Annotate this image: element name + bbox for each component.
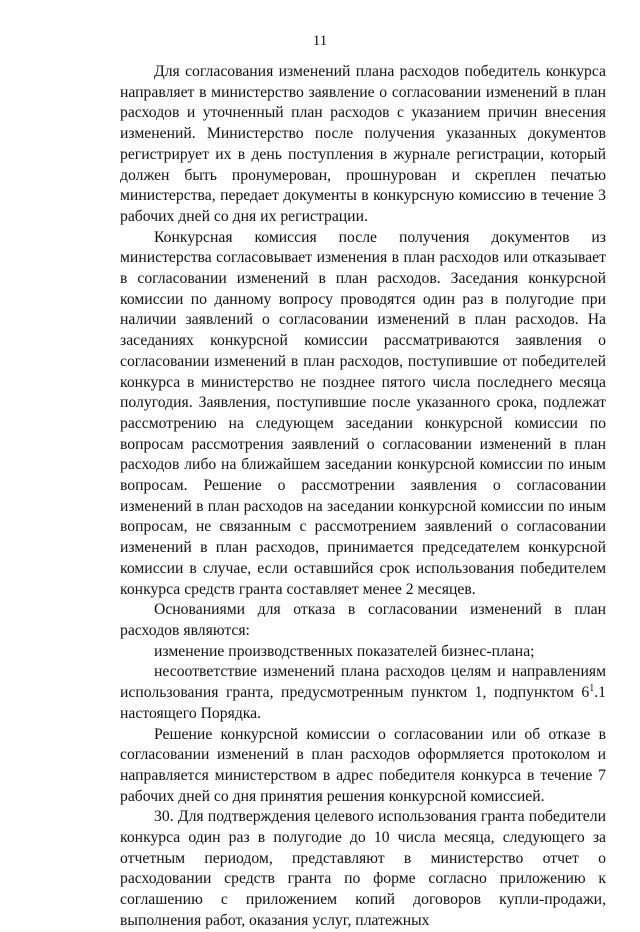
paragraph-refusal-grounds: Основаниями для отказа в согласовании изменений в план расходов являются:: [120, 601, 606, 639]
paragraph-item-30: 30. Для подтверждения целевого использования гранта победители конкурса один раз в полугодие до 10 числа месяца, следующего за отчетным периодом, представляют в министерство отчет о расходовании средств гранта по форме согласно приложению к соглашению с приложением копий договоров купли-продажи, выполнения работ, оказания услуг, платежных: [120, 808, 606, 929]
document-body: [120, 62, 606, 932]
text-fragment: .1 настоящего Порядка.: [120, 684, 606, 722]
text-fragment: несоответствие изменений плана расходов целям и направлениям использования гранта, предусмотренным пунктом 1, подпунктом 6: [120, 663, 606, 702]
paragraph-commission-approval: Конкурсная комиссия после получения документов из министерства согласовывает изменения в план расходов или отказывает в согласовании изменений в план расходов. Заседания конкурсной комиссии по данному вопросу проводятся один раз в полугодие при наличии заявлений о согласовании изменений в план расходов. На заседаниях конкурсной комиссии рассматриваются заявления о согласовании изменений в план расходов, поступившие от победителей конкурса в министерство не позднее пятого числа последнего месяца полугодия. Заявления, поступившие после указанного срока, подлежат рассмотрению на следующем заседании конкурсной комиссии по вопросам рассмотрения заявлений о согласовании изменений в план расходов либо на ближайшем заседании конкурсной комиссии по иным вопросам. Решение о рассмотрении заявления о согласовании изменений в план расходов на заседании конкурсной комиссии по иным вопросам, не связанным с рассмотрением заявлений о согласовании изменений в план расходов, принимается председателем конкурсной комиссии в случае, если оставшийся срок использования победителем конкурса средств гранта составляет менее 2 месяцев.: [120, 228, 606, 598]
paragraph-decision-protocol: Решение конкурсной комиссии о согласовании или об отказе в согласовании изменений в план расходов оформляется протоколом и направляется министерством в адрес победителя конкурса в течение 7 рабочих дней со дня принятия решения конкурсной комиссией.: [120, 725, 606, 805]
page-number: 11: [312, 33, 328, 49]
superscript-index: 1: [589, 682, 595, 694]
paragraph-refusal-ground-1: изменение производственных показателей бизнес-плана;: [154, 642, 535, 660]
paragraph-refusal-ground-2: [120, 662, 606, 724]
paragraph-expense-plan-changes: Для согласования изменений плана расходов победитель конкурса направляет в министерство заявление о согласовании изменений в план расходов и уточненный план расходов с указанием причин внесения изменений. Министерство после получения указанных документов регистрирует их в день поступления в журнале регистрации, который должен быть пронумерован, прошнурован и скреплен печатью министерства, передает документы в конкурсную комиссию в течение 3 рабочих дней со дня их регистрации.: [120, 63, 606, 225]
